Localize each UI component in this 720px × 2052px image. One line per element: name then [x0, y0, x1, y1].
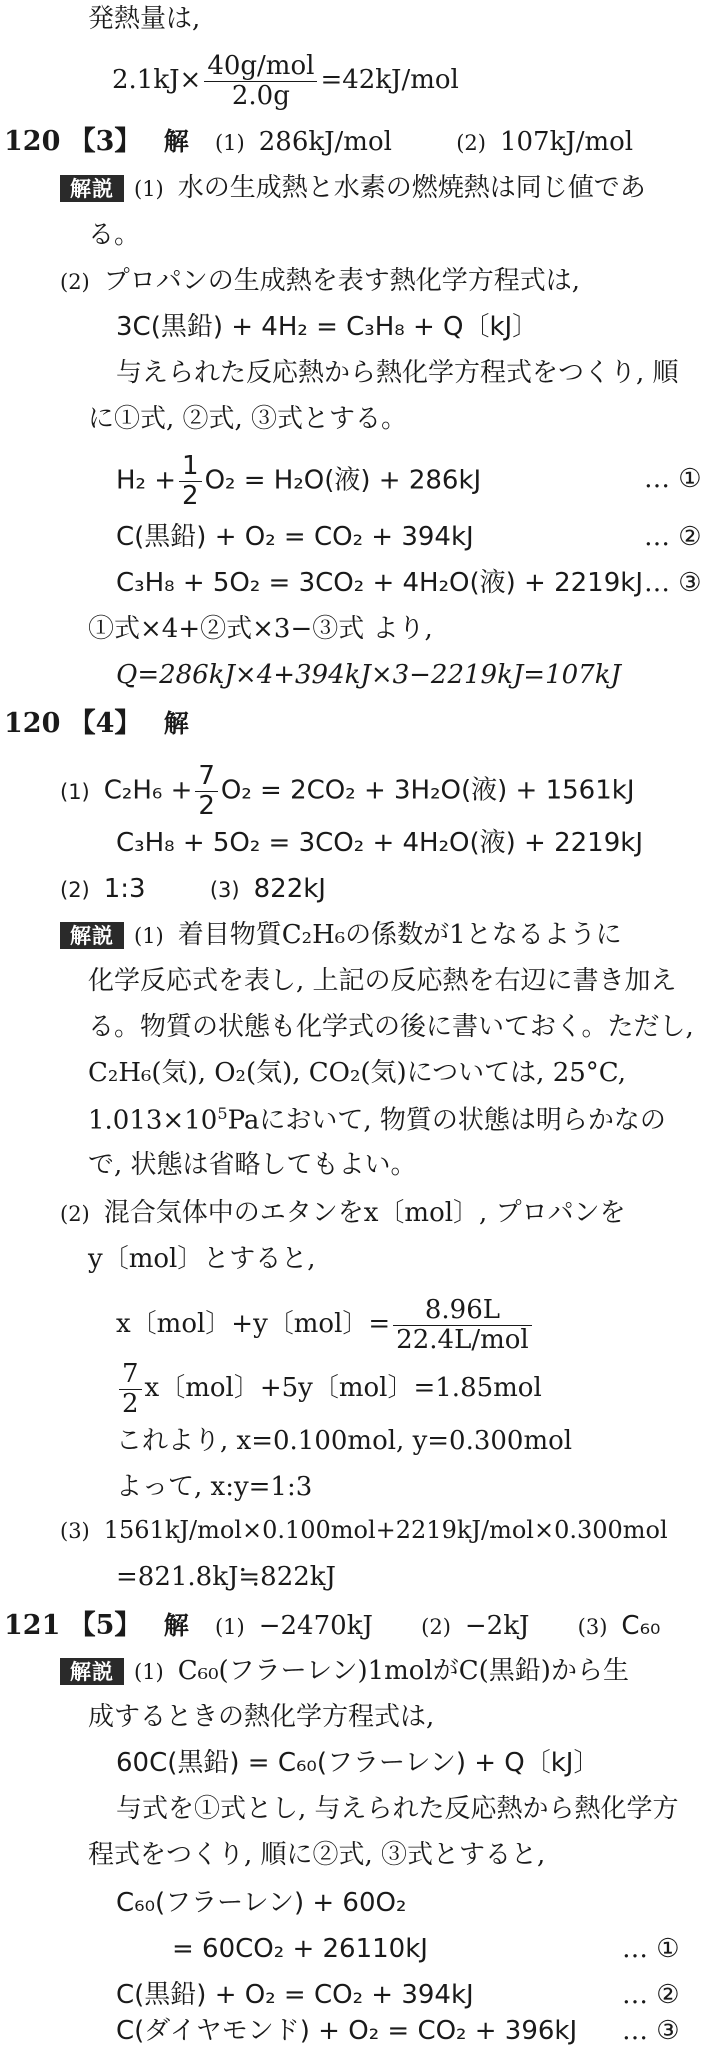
- part-label: (2): [60, 270, 90, 294]
- equation: C₃H₈ + 5O₂ = 3CO₂ + 4H₂O(液) + 2219kJ: [116, 568, 643, 598]
- equation-marker: … ①: [622, 1934, 680, 1964]
- text: 水の生成熱と水素の燃焼熱は同じ値であ: [177, 173, 646, 203]
- answer-mark: 解: [163, 1611, 189, 1640]
- equation-part: x〔mol〕+5y〔mol〕=1.85mol: [144, 1373, 542, 1404]
- equation-marker: … ③: [644, 568, 702, 598]
- equation: C(黒鉛) + O₂ = CO₂ + 394kJ: [116, 522, 474, 552]
- problem-number: 121: [4, 1610, 61, 1641]
- part-label: (2): [60, 1202, 90, 1226]
- problem-header: [4, 1610, 660, 1642]
- text-line: る。物質の状態も化学式の後に書いておく。ただし,: [88, 1012, 694, 1042]
- problem-number: 120: [4, 126, 61, 157]
- answer-value: −2470kJ: [258, 1611, 373, 1641]
- text: 混合気体中のエタンをx〔mol〕, プロパンを: [103, 1198, 626, 1228]
- answer-value: 286kJ/mol: [258, 127, 392, 157]
- fraction-denominator: 22.4L/mol: [396, 1324, 529, 1355]
- text: プロパンの生成熱を表す熱化学方程式は,: [103, 266, 581, 296]
- text-line: ①式×4+②式×3−③式 より,: [88, 614, 433, 644]
- text: 1.013×10: [88, 1105, 218, 1136]
- equation-part: H₂ +: [116, 465, 177, 496]
- text-line: 与式を①式とし, 与えられた反応熱から熱化学方: [116, 1794, 679, 1824]
- fraction: [119, 1360, 142, 1418]
- text-line: に①式, ②式, ③式とする。: [88, 404, 408, 434]
- problem-header: [4, 126, 633, 158]
- part-label: (1): [60, 779, 90, 804]
- text-line: で, 状態は省略してもよい。: [88, 1150, 417, 1180]
- equation: C₃H₈ + 5O₂ = 3CO₂ + 4H₂O(液) + 2219kJ: [116, 828, 643, 858]
- fraction-numerator: 1: [179, 452, 202, 482]
- equation-marker: … ①: [644, 464, 702, 494]
- text-line: 程式をつくり, 順に②式, ③式とすると,: [88, 1840, 546, 1870]
- equation: [116, 1360, 542, 1418]
- text-line: 化学反応式を表し, 上記の反応熱を右辺に書き加え: [88, 966, 677, 996]
- part-label: (1): [134, 924, 164, 948]
- problem-bracket: 【4】: [68, 708, 142, 739]
- equation: 3C(黒鉛) + 4H₂ = C₃H₈ + Q〔kJ〕: [116, 312, 539, 342]
- problem-bracket: 【5】: [68, 1610, 142, 1641]
- fraction: [195, 762, 218, 820]
- equation-marker: … ③: [622, 2016, 680, 2046]
- part-label: (2): [60, 878, 90, 902]
- fraction: [393, 1296, 532, 1354]
- explanation-line: [60, 266, 580, 297]
- equation: [60, 762, 634, 820]
- explanation-line: [60, 1516, 668, 1545]
- part-label: (3): [60, 1519, 90, 1543]
- equation-part: O₂ = 2CO₂ + 3H₂O(液) + 1561kJ: [220, 775, 635, 806]
- explanation-line: [60, 1198, 626, 1229]
- equation: [116, 452, 481, 510]
- text-line: よって, x:y=1:3: [116, 1472, 313, 1502]
- equation: = 60CO₂ + 26110kJ: [172, 1934, 428, 1964]
- problem-number: 120: [4, 708, 61, 739]
- part-label: (1): [214, 131, 245, 155]
- equation: C₆₀(フラーレン) + 60O₂: [116, 1888, 407, 1918]
- explanation-badge: 解説: [60, 175, 124, 202]
- answer-value: 822kJ: [253, 874, 326, 904]
- text-line: C₂H₆(気), O₂(気), CO₂(気)については, 25°C,: [88, 1058, 627, 1088]
- answer-value: −2kJ: [464, 1611, 530, 1641]
- result-line: Q=286kJ×4+394kJ×3−2219kJ=107kJ: [116, 660, 621, 690]
- part-label: (3): [209, 878, 240, 902]
- explanation-badge: 解説: [60, 922, 124, 949]
- equation: C(黒鉛) + O₂ = CO₂ + 394kJ: [116, 1980, 474, 2010]
- equation-lhs: x〔mol〕+y〔mol〕=: [116, 1309, 391, 1340]
- explanation-line: [60, 1656, 629, 1687]
- text: C₆₀(フラーレン)1molがC(黒鉛)から生: [177, 1656, 629, 1686]
- problem-header: [4, 708, 189, 740]
- text-line: 発熱量は,: [88, 4, 201, 34]
- answer-mark: 解: [163, 709, 189, 738]
- equation-lhs: 2.1kJ×: [112, 65, 202, 96]
- result-line: =821.8kJ≒822kJ: [116, 1562, 336, 1592]
- text: 着目物質C₂H₆の係数が1となるように: [177, 920, 622, 950]
- fraction-numerator: 40g/mol: [204, 52, 317, 82]
- part-label: (3): [577, 1615, 608, 1639]
- equation-part: O₂ = H₂O(液) + 286kJ: [204, 465, 482, 496]
- text-line: る。: [88, 220, 141, 250]
- equation-marker: … ②: [644, 522, 702, 552]
- text-line: 成するときの熱化学方程式は,: [88, 1702, 435, 1732]
- text: 1561kJ/mol×0.100mol+2219kJ/mol×0.300mol: [103, 1516, 668, 1544]
- part-label: (2): [421, 1615, 451, 1639]
- answer-value: 1:3: [103, 874, 146, 904]
- part-label: (1): [214, 1615, 245, 1639]
- equation-marker: … ②: [622, 1980, 680, 2010]
- part-label: (2): [456, 131, 486, 155]
- fraction-denominator: 2: [182, 480, 199, 511]
- problem-bracket: 【3】: [68, 126, 142, 157]
- text-line: これより, x=0.100mol, y=0.300mol: [116, 1426, 573, 1456]
- fraction-denominator: 2.0g: [231, 80, 290, 111]
- explanation-line: [60, 920, 622, 951]
- text-line: [88, 1104, 666, 1137]
- explanation-badge: 解説: [60, 1658, 124, 1685]
- answer-line: [60, 874, 326, 905]
- fraction: [204, 52, 317, 110]
- equation-rhs: =42kJ/mol: [320, 65, 459, 96]
- superscript: 5: [217, 1104, 228, 1123]
- part-label: (1): [134, 177, 164, 201]
- explanation-line: [60, 173, 646, 204]
- equation: [116, 1296, 535, 1354]
- text-line: 与えられた反応熱から熱化学方程式をつくり, 順: [116, 358, 679, 388]
- text-line: y〔mol〕とすると,: [88, 1244, 316, 1274]
- fraction-numerator: 7: [195, 762, 218, 792]
- fraction-numerator: 8.96L: [393, 1296, 532, 1326]
- fraction-numerator: 7: [119, 1360, 142, 1390]
- equation: 60C(黒鉛) = C₆₀(フラーレン) + Q〔kJ〕: [116, 1748, 600, 1778]
- text: Paにおいて, 物質の状態は明らかなの: [227, 1105, 666, 1136]
- answer-mark: 解: [163, 127, 189, 156]
- answer-value: 107kJ/mol: [499, 127, 634, 157]
- answer-value: C₆₀: [621, 1611, 661, 1641]
- equation: [112, 52, 459, 110]
- fraction: [179, 452, 202, 510]
- fraction-denominator: 2: [198, 790, 215, 821]
- equation: C(ダイヤモンド) + O₂ = CO₂ + 396kJ: [116, 2016, 578, 2046]
- fraction-denominator: 2: [122, 1388, 139, 1419]
- equation-part: C₂H₆ +: [103, 775, 193, 806]
- part-label: (1): [134, 1660, 164, 1684]
